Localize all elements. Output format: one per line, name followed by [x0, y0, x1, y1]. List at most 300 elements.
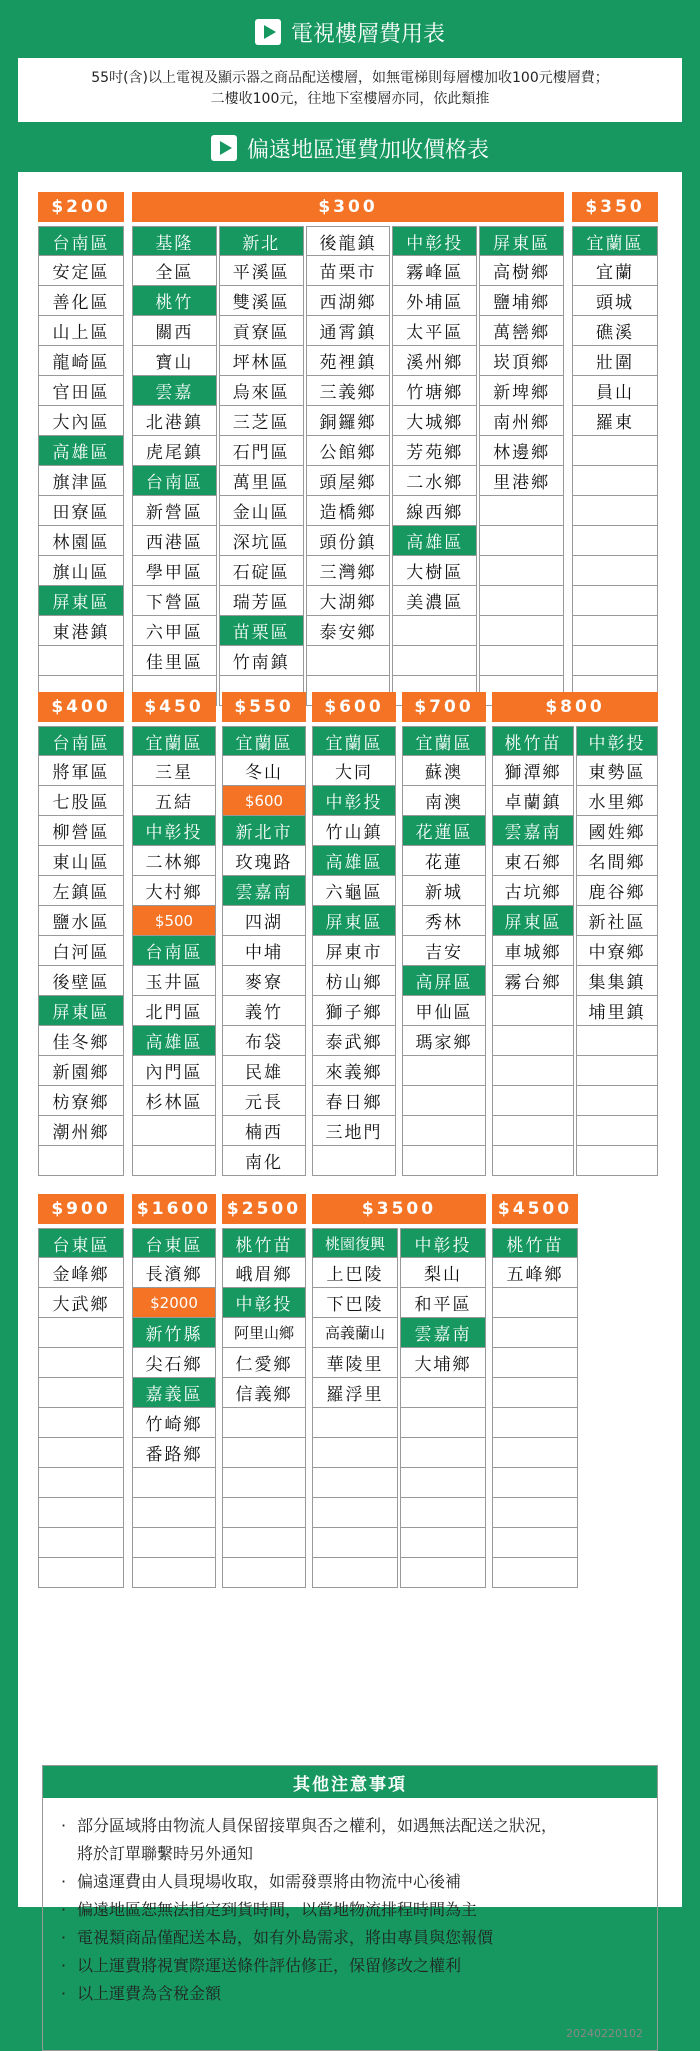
region-cell: 二林鄉 — [132, 846, 216, 876]
other-notes — [42, 1765, 658, 2051]
region-cell: 中彰投 — [312, 786, 396, 816]
region-cell: 新城 — [402, 876, 486, 906]
region-cell: 三芝區 — [219, 406, 304, 436]
empty-cell — [312, 1528, 398, 1558]
region-cell: 六甲區 — [132, 616, 217, 646]
region-cell: 高雄區 — [312, 846, 396, 876]
region-cell: 冬山 — [222, 756, 306, 786]
empty-cell — [576, 1116, 658, 1146]
region-cell: 中彰投 — [400, 1228, 486, 1258]
region-cell: 義竹 — [222, 996, 306, 1026]
region-cell: 東石鄉 — [492, 846, 574, 876]
region-cell: 後壁區 — [38, 966, 124, 996]
region-cell: 左鎮區 — [38, 876, 124, 906]
region-cell: 宜蘭 — [572, 256, 658, 286]
region-cell: 霧峰區 — [392, 256, 477, 286]
region-cell: 甲仙區 — [402, 996, 486, 1026]
region-cell: 埔里鎮 — [576, 996, 658, 1026]
region-cell: 三星 — [132, 756, 216, 786]
region-cell: 造橋鄉 — [306, 496, 391, 526]
region-cell: 虎尾鎮 — [132, 436, 217, 466]
region-cell: 潮州鄉 — [38, 1116, 124, 1146]
region-cell: 屏東區 — [38, 996, 124, 1026]
region-cell: 五峰鄉 — [492, 1258, 578, 1288]
region-cell: 長濱鄉 — [132, 1258, 216, 1288]
empty-cell — [306, 646, 391, 676]
region-cell: 梨山 — [400, 1258, 486, 1288]
empty-cell — [38, 1468, 124, 1498]
region-cell: 員山 — [572, 376, 658, 406]
region-cell: 來義鄉 — [312, 1056, 396, 1086]
region-cell: 竹山鎮 — [312, 816, 396, 846]
empty-cell — [492, 1086, 574, 1116]
region-cell: 高雄區 — [392, 526, 477, 556]
notes-title: 其他注意事項 — [43, 1766, 657, 1798]
empty-cell — [400, 1558, 486, 1588]
region-cell: 關西 — [132, 316, 217, 346]
empty-cell — [572, 526, 658, 556]
region-cell: 苗栗區 — [219, 616, 304, 646]
empty-cell — [576, 1026, 658, 1056]
empty-cell — [492, 996, 574, 1026]
region-column — [479, 226, 564, 706]
region-cell: 萬里區 — [219, 466, 304, 496]
region-cell: 鹽水區 — [38, 906, 124, 936]
region-column — [306, 226, 391, 706]
empty-cell — [222, 1558, 306, 1588]
empty-cell — [572, 616, 658, 646]
empty-cell — [492, 1468, 578, 1498]
region-cell: 北門區 — [132, 996, 216, 1026]
region-cell: 西湖鄉 — [306, 286, 391, 316]
region-cell: 羅東 — [572, 406, 658, 436]
region-cell: 安定區 — [38, 256, 124, 286]
region-cell: 大村鄉 — [132, 876, 216, 906]
region-cell: 佳冬鄉 — [38, 1026, 124, 1056]
region-cell: 卓蘭鎮 — [492, 786, 574, 816]
empty-cell — [132, 1528, 216, 1558]
region-cell: 鹿谷鄉 — [576, 876, 658, 906]
region-cell: 東山區 — [38, 846, 124, 876]
region-cell: 美濃區 — [392, 586, 477, 616]
price-header: $2500 — [222, 1194, 306, 1224]
region-cell: 台東區 — [38, 1228, 124, 1258]
region-cell: 旗山區 — [38, 556, 124, 586]
region-cell: 春日鄉 — [312, 1086, 396, 1116]
region-cell: 和平區 — [400, 1288, 486, 1318]
region-cell: 三地門 — [312, 1116, 396, 1146]
region-cell: 屏東區 — [479, 226, 564, 256]
region-column — [38, 1228, 124, 1588]
empty-cell — [312, 1498, 398, 1528]
price-header: $800 — [492, 692, 658, 722]
region-cell: 集集鎮 — [576, 966, 658, 996]
empty-cell — [492, 1056, 574, 1086]
region-cell: 龍崎區 — [38, 346, 124, 376]
region-cell: 花蓮 — [402, 846, 486, 876]
region-cell: 溪州鄉 — [392, 346, 477, 376]
section-title-remote-fee — [0, 128, 700, 168]
price-header: $3500 — [312, 1194, 486, 1224]
price-header: $400 — [38, 692, 124, 722]
region-cell: 大同 — [312, 756, 396, 786]
region-cell: 吉安 — [402, 936, 486, 966]
region-cell: 三灣鄉 — [306, 556, 391, 586]
section-title-floor-fee — [0, 12, 700, 52]
region-cell: 高屏區 — [402, 966, 486, 996]
region-cell: 獅潭鄉 — [492, 756, 574, 786]
region-cell: 上巴陵 — [312, 1258, 398, 1288]
region-cell: 基隆 — [132, 226, 217, 256]
version-code: 20240220102 — [566, 2027, 643, 2040]
empty-cell — [402, 1086, 486, 1116]
region-cell: 南澳 — [402, 786, 486, 816]
region-cell: 雙溪區 — [219, 286, 304, 316]
region-cell: 峨眉鄉 — [222, 1258, 306, 1288]
region-cell: $500 — [132, 906, 216, 936]
note-item: · 以上運費為含稅金額 — [61, 1980, 657, 2008]
empty-cell — [492, 1558, 578, 1588]
region-cell: 中彰投 — [392, 226, 477, 256]
region-cell: 嘉義區 — [132, 1378, 216, 1408]
region-cell: 雲嘉南 — [400, 1318, 486, 1348]
region-cell: 太平區 — [392, 316, 477, 346]
region-cell: 雲嘉南 — [222, 876, 306, 906]
floor-fee-notice — [18, 58, 682, 122]
region-column — [392, 226, 477, 706]
region-cell: 礁溪 — [572, 316, 658, 346]
region-column — [222, 1228, 306, 1588]
region-cell: 花蓮區 — [402, 816, 486, 846]
empty-cell — [400, 1528, 486, 1558]
note-item: 將於訂單聯繫時另外通知 — [77, 1844, 254, 1863]
region-cell: 林園區 — [38, 526, 124, 556]
region-cell: 山上區 — [38, 316, 124, 346]
region-column — [219, 226, 304, 706]
floor-fee-notice-line: 55吋(含)以上電視及顯示器之商品配送樓層，如無電梯則每層樓加收100元樓層費； — [91, 70, 609, 86]
region-cell: 中彰投 — [222, 1288, 306, 1318]
region-cell: 玫瑰路 — [222, 846, 306, 876]
region-cell: 高雄區 — [132, 1026, 216, 1056]
region-cell: 仁愛鄉 — [222, 1348, 306, 1378]
empty-cell — [400, 1438, 486, 1468]
region-cell: 台東區 — [132, 1228, 216, 1258]
empty-cell — [492, 1408, 578, 1438]
region-cell: 信義鄉 — [222, 1378, 306, 1408]
region-cell: 通霄鎮 — [306, 316, 391, 346]
empty-cell — [132, 1498, 216, 1528]
region-cell: 石門區 — [219, 436, 304, 466]
region-cell: 四湖 — [222, 906, 306, 936]
empty-cell — [572, 556, 658, 586]
region-cell: 玉井區 — [132, 966, 216, 996]
region-cell: 麥寮 — [222, 966, 306, 996]
region-cell: 台南區 — [132, 466, 217, 496]
region-cell: 七股區 — [38, 786, 124, 816]
empty-cell — [38, 1528, 124, 1558]
region-cell: 國姓鄉 — [576, 816, 658, 846]
region-cell: 苑裡鎮 — [306, 346, 391, 376]
floor-fee-notice-line: 二樓收100元，往地下室樓層亦同，依此類推 — [210, 91, 490, 107]
region-cell: 田寮區 — [38, 496, 124, 526]
price-header: $300 — [132, 192, 564, 222]
empty-cell — [479, 586, 564, 616]
region-cell: 二水鄉 — [392, 466, 477, 496]
region-cell: 南州鄉 — [479, 406, 564, 436]
region-cell: 白河區 — [38, 936, 124, 966]
region-cell: 頭份鎮 — [306, 526, 391, 556]
region-cell: 東勢區 — [576, 756, 658, 786]
price-header: $900 — [38, 1194, 124, 1224]
region-cell: 中寮鄉 — [576, 936, 658, 966]
region-cell: 全區 — [132, 256, 217, 286]
empty-cell — [132, 1558, 216, 1588]
region-cell: 三義鄉 — [306, 376, 391, 406]
region-column — [492, 726, 574, 1176]
region-cell: 宜蘭區 — [402, 726, 486, 756]
empty-cell — [572, 496, 658, 526]
region-cell: 竹南鎮 — [219, 646, 304, 676]
region-cell: 五結 — [132, 786, 216, 816]
region-cell: 中彰投 — [576, 726, 658, 756]
region-cell: 雲嘉 — [132, 376, 217, 406]
region-cell: 蘇澳 — [402, 756, 486, 786]
region-cell: 大埔鄉 — [400, 1348, 486, 1378]
empty-cell — [222, 1438, 306, 1468]
region-cell: 苗栗市 — [306, 256, 391, 286]
empty-cell — [492, 1116, 574, 1146]
region-cell: 學甲區 — [132, 556, 217, 586]
region-cell: 善化區 — [38, 286, 124, 316]
region-cell: 下營區 — [132, 586, 217, 616]
empty-cell — [392, 616, 477, 646]
region-cell: $2000 — [132, 1288, 216, 1318]
region-cell: 竹崎鄉 — [132, 1408, 216, 1438]
region-cell: 寶山 — [132, 346, 217, 376]
region-cell: 貢寮區 — [219, 316, 304, 346]
region-cell: 宜蘭區 — [222, 726, 306, 756]
empty-cell — [38, 1146, 124, 1176]
empty-cell — [38, 1318, 124, 1348]
empty-cell — [479, 526, 564, 556]
empty-cell — [479, 496, 564, 526]
empty-cell — [576, 1056, 658, 1086]
region-cell: 銅鑼鄉 — [306, 406, 391, 436]
price-header: $550 — [222, 692, 306, 722]
region-cell: 華陵里 — [312, 1348, 398, 1378]
region-cell: 線西鄉 — [392, 496, 477, 526]
region-cell: 壯圍 — [572, 346, 658, 376]
region-cell: 芳苑鄉 — [392, 436, 477, 466]
region-cell: 桃竹 — [132, 286, 217, 316]
price-header: $4500 — [492, 1194, 578, 1224]
empty-cell — [38, 1408, 124, 1438]
region-cell: 水里鄉 — [576, 786, 658, 816]
empty-cell — [222, 1408, 306, 1438]
region-cell: 新社區 — [576, 906, 658, 936]
region-cell: 新營區 — [132, 496, 217, 526]
note-item: · 偏遠運費由人員現場收取，如需發票將由物流中心後補 — [61, 1868, 657, 1896]
empty-cell — [38, 1438, 124, 1468]
empty-cell — [479, 556, 564, 586]
note-item: · 偏遠地區恕無法指定到貨時間，以當地物流排程時間為主 — [61, 1896, 657, 1924]
region-cell: 宜蘭區 — [572, 226, 658, 256]
region-cell: 新北市 — [222, 816, 306, 846]
region-cell: 佳里區 — [132, 646, 217, 676]
empty-cell — [492, 1378, 578, 1408]
region-cell: 雲嘉南 — [492, 816, 574, 846]
region-cell: 杉林區 — [132, 1086, 216, 1116]
region-cell: $600 — [222, 786, 306, 816]
region-column — [492, 1228, 578, 1588]
note-item: · 電視類商品僅配送本島，如有外島需求，將由專員與您報價 — [61, 1924, 657, 1952]
empty-cell — [572, 586, 658, 616]
empty-cell — [576, 1086, 658, 1116]
region-cell: 新埤鄉 — [479, 376, 564, 406]
empty-cell — [572, 436, 658, 466]
empty-cell — [312, 1408, 398, 1438]
price-header: $200 — [38, 192, 124, 222]
region-cell: 瑞芳區 — [219, 586, 304, 616]
region-cell: 將軍區 — [38, 756, 124, 786]
empty-cell — [400, 1468, 486, 1498]
empty-cell — [312, 1558, 398, 1588]
region-cell: 獅子鄉 — [312, 996, 396, 1026]
region-column — [132, 726, 216, 1176]
remote-fee-panel — [18, 172, 682, 2040]
empty-cell — [312, 1146, 396, 1176]
region-cell: 泰安鄉 — [306, 616, 391, 646]
note-item: · 部分區域將由物流人員保留接單與否之權利，如遇無法配送之狀況， — [61, 1812, 657, 1840]
empty-cell — [492, 1318, 578, 1348]
region-cell: 高義蘭山 — [312, 1318, 398, 1348]
region-cell: 里港鄉 — [479, 466, 564, 496]
region-cell: 枋寮鄉 — [38, 1086, 124, 1116]
region-cell: 大武鄉 — [38, 1288, 124, 1318]
region-cell: 萬巒鄉 — [479, 316, 564, 346]
region-cell: 新北 — [219, 226, 304, 256]
empty-cell — [479, 646, 564, 676]
empty-cell — [400, 1378, 486, 1408]
empty-cell — [400, 1498, 486, 1528]
region-column — [576, 726, 658, 1176]
empty-cell — [312, 1438, 398, 1468]
region-cell: 頭城 — [572, 286, 658, 316]
region-cell: 屏東區 — [312, 906, 396, 936]
region-cell: 尖石鄉 — [132, 1348, 216, 1378]
play-icon — [255, 19, 281, 45]
region-cell: 西港區 — [132, 526, 217, 556]
region-cell: 台南區 — [38, 226, 124, 256]
region-cell: 桃園復興 — [312, 1228, 398, 1258]
region-cell: 宜蘭區 — [132, 726, 216, 756]
region-column — [222, 726, 306, 1176]
empty-cell — [400, 1408, 486, 1438]
region-column — [400, 1228, 486, 1588]
region-cell: 大城鄉 — [392, 406, 477, 436]
region-cell: 秀林 — [402, 906, 486, 936]
region-cell: 台南區 — [132, 936, 216, 966]
note-item: · 以上運費將視實際運送條件評估修正，保留修改之權利 — [61, 1952, 657, 1980]
region-cell: 屏東市 — [312, 936, 396, 966]
empty-cell — [492, 1146, 574, 1176]
region-cell: 泰武鄉 — [312, 1026, 396, 1056]
region-cell: 官田區 — [38, 376, 124, 406]
empty-cell — [38, 1558, 124, 1588]
region-cell: 柳營區 — [38, 816, 124, 846]
region-cell: 枋山鄉 — [312, 966, 396, 996]
region-cell: 大內區 — [38, 406, 124, 436]
region-cell: 石碇區 — [219, 556, 304, 586]
empty-cell — [132, 1468, 216, 1498]
region-cell: 後龍鎮 — [306, 226, 391, 256]
region-cell: 楠西 — [222, 1116, 306, 1146]
empty-cell — [572, 646, 658, 676]
empty-cell — [492, 1498, 578, 1528]
region-cell: 金山區 — [219, 496, 304, 526]
empty-cell — [402, 1146, 486, 1176]
empty-cell — [572, 466, 658, 496]
empty-cell — [38, 1498, 124, 1528]
region-column — [312, 726, 396, 1176]
empty-cell — [392, 646, 477, 676]
empty-cell — [132, 1146, 216, 1176]
region-cell: 竹塘鄉 — [392, 376, 477, 406]
region-cell: 桃竹苗 — [492, 1228, 578, 1258]
region-cell: 崁頂鄉 — [479, 346, 564, 376]
empty-cell — [492, 1288, 578, 1318]
section-title-remote-fee-text: 偏遠地區運費加收價格表 — [246, 137, 489, 163]
region-cell: 北港鎮 — [132, 406, 217, 436]
region-cell: 霧台鄉 — [492, 966, 574, 996]
region-cell: 南化 — [222, 1146, 306, 1176]
empty-cell — [492, 1026, 574, 1056]
empty-cell — [38, 646, 124, 676]
region-cell: 頭屋鄉 — [306, 466, 391, 496]
region-cell: 公館鄉 — [306, 436, 391, 466]
region-cell: 大湖鄉 — [306, 586, 391, 616]
section-title-floor-fee-text: 電視樓層費用表 — [290, 21, 445, 47]
empty-cell — [492, 1438, 578, 1468]
empty-cell — [38, 1348, 124, 1378]
region-cell: 羅浮里 — [312, 1378, 398, 1408]
region-cell: 大樹區 — [392, 556, 477, 586]
empty-cell — [132, 1116, 216, 1146]
region-cell: 瑪家鄉 — [402, 1026, 486, 1056]
region-cell: 金峰鄉 — [38, 1258, 124, 1288]
empty-cell — [492, 1528, 578, 1558]
region-cell: 下巴陵 — [312, 1288, 398, 1318]
region-cell: 名間鄉 — [576, 846, 658, 876]
region-cell: 高雄區 — [38, 436, 124, 466]
region-cell: 旗津區 — [38, 466, 124, 496]
region-cell: 新園鄉 — [38, 1056, 124, 1086]
region-cell: 番路鄉 — [132, 1438, 216, 1468]
price-header: $350 — [572, 192, 658, 222]
region-column — [132, 226, 217, 706]
region-cell: 阿里山鄉 — [222, 1318, 306, 1348]
empty-cell — [402, 1116, 486, 1146]
region-cell: 桃竹苗 — [492, 726, 574, 756]
price-header: $700 — [402, 692, 486, 722]
region-cell: 屏東區 — [38, 586, 124, 616]
notes-list — [43, 1798, 657, 2008]
price-header: $600 — [312, 692, 396, 722]
empty-cell — [38, 1378, 124, 1408]
region-column — [572, 226, 658, 706]
region-cell: 桃竹苗 — [222, 1228, 306, 1258]
region-cell: 宜蘭區 — [312, 726, 396, 756]
